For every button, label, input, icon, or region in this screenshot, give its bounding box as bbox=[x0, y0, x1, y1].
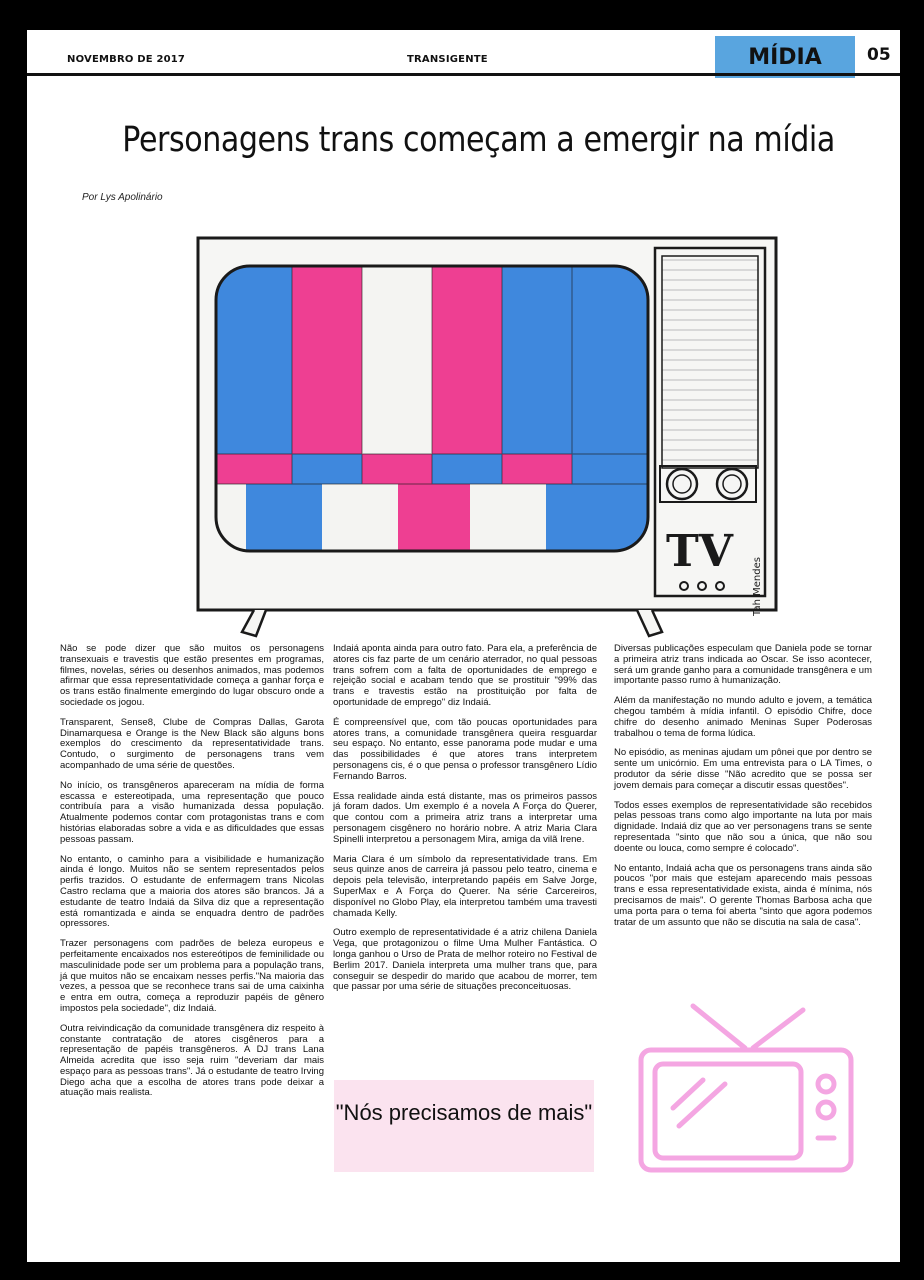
paragraph: É compreensível que, com tão poucas oportunidades para atores trans, a comunidade transgênera queira resguardar seu espaço. No entanto, esse panorama pode mudar e uma das possibilidades é que atores trans interpretem personagens cis, é o que pensa o professor transgênero Lídio Fernando Barros. bbox=[333, 716, 597, 782]
paragraph: Não se pode dizer que são muitos os personagens transexuais e travestis que estão presentes em programas, filmes, novelas, séries ou desenhos animados, mas podemos afirmar que essa representatividade começa a ganhar força e os trans estão finalmente emergindo do lugar obscuro onde a sociedade os jogou. bbox=[60, 643, 324, 708]
page-number: 05 bbox=[867, 45, 891, 65]
paragraph: Indaiá aponta ainda para outro fato. Para ela, a preferência de atores cis faz parte de um cenário aterrador, no qual pessoas trans sofrem com a falta de oportunidades de emprego e rejeição social e acabam tendo que se prostituir "99% das trans e travestis estão na prostituição por falta de oportunidade de emprego" diz Indaiá. bbox=[333, 643, 597, 708]
article-byline: Por Lys Apolinário bbox=[82, 192, 163, 203]
tv-illustration bbox=[192, 200, 782, 640]
magazine-page bbox=[27, 30, 900, 1262]
tv-leg-right bbox=[637, 610, 662, 636]
article-column-2 bbox=[333, 644, 597, 1002]
paragraph: Essa realidade ainda está distante, mas os primeiros passos já foram dados. Um exemplo é a novela A Força do Querer, que contou com a primeira atriz trans a interpretar uma personagem cisgênero no horário nobre. A atriz Maria Clara Spinelli interpretou a personagem Mira, amiga da vilã Irene. bbox=[333, 790, 597, 845]
pull-quote-box bbox=[334, 1080, 594, 1172]
section-label-text: MÍDIA bbox=[748, 45, 822, 70]
article-column-3 bbox=[614, 644, 872, 937]
pull-quote-text: "Nós precisamos de mais" bbox=[335, 1100, 593, 1125]
section-label bbox=[715, 36, 855, 78]
paragraph: No episódio, as meninas ajudam um pônei que por dentro se sente um unicórnio. Em uma entrevista para o LA Times, o produtor da série disse "Não acredito que se possa ser jovem demais para começar a discutir essas questões". bbox=[614, 747, 872, 791]
paragraph: Outro exemplo de representatividade é a atriz chilena Daniela Vega, que protagonizou o filme Uma Mulher Fantástica. O longa ganhou o Urso de Prata de melhor roteiro no Festival de Berlim 2017. Daniela interpreta uma mulher trans que, para conseguir se despedir do marido que acabou de morrer, tem que passar por uma série de situações preconceituosas. bbox=[333, 927, 597, 993]
tv-icon bbox=[633, 1000, 858, 1175]
article-title: Personagens trans começam a emergir na mídia bbox=[122, 120, 835, 160]
paragraph: Todos esses exemplos de representatividade são recebidos pelas pessoas trans como algo importante na luta por mais dignidade. Indaiá diz que ao ver personagens trans se sente representada "sinto que não sou a única, que não sou doente ou louca, como sempre é colocado". bbox=[614, 799, 872, 854]
issue-date: NOVEMBRO DE 2017 bbox=[67, 54, 186, 65]
publication-name: TRANSIGENTE bbox=[407, 54, 488, 65]
tv-label: TV bbox=[666, 526, 733, 577]
paragraph: Trazer personagens com padrões de beleza europeus e perfeitamente encaixados nos estereótipos de feminilidade ou masculinidade pode ser um problema para a população trans, já que muitos não se encaixam nesses perfis."Na maioria das vezes, a pessoa que se reconhece trans sai de uma caixinha e entra em outra, começa a reproduzir papéis de gênero impostos pela sociedade", diz Indaiá. bbox=[60, 938, 324, 1014]
artist-signature: Tah Mendes bbox=[752, 557, 763, 616]
paragraph: Além da manifestação no mundo adulto e jovem, a temática chegou também à mídia infantil. O episódio Chifre, doce chifre do desenho animado Meninas Super Poderosas trabalhou o tema de forma lúdica. bbox=[614, 695, 872, 739]
paragraph: Maria Clara é um símbolo da representatividade trans. Em seus quinze anos de carreira já passou pelo teatro, cinema e depois pela televisão, interpretando papéis em Salve Jorge, SuperMax e A Força do Querer. Na série Carcereiros, disponível no Globo Play, ela interpretou também uma travesti chamada Kelly. bbox=[333, 853, 597, 919]
header-rule bbox=[27, 73, 900, 76]
article-column-1 bbox=[60, 644, 324, 1108]
paragraph: Diversas publicações especulam que Daniela pode se tornar a primeira atriz trans indicada ao Oscar. Se isso acontecer, será um grande ganho para a comunidade transgênera e um importante passo rumo à humanização. bbox=[614, 643, 872, 687]
tv-leg-left bbox=[242, 610, 266, 636]
paragraph: Outra reivindicação da comunidade transgênera diz respeito à constante contratação de atores cisgêneros para a representação de papéis transgêneros. A DJ trans Lana Almeida acredita que isso seja ruim "deveriam dar mais espaço para as pessoas trans". Já o estudante de teatro Irving Diego acha que a escolha de atores trans pode deixar a atuação mais realista. bbox=[60, 1022, 324, 1099]
paragraph: No entanto, o caminho para a visibilidade e humanização ainda é longo. Muitos não se sentem representados pelos perfis trazidos. O estudante de enfermagem trans Nicolas Castro reclama que a maioria dos atores são brancos. Já a estudante de teatro Indaiá da Silva diz que a representação está romantizada e ainda se enquadra dentro de padrões opressores. bbox=[60, 853, 324, 930]
paragraph: No início, os transgêneros apareceram na mídia de forma escassa e estereotipada, uma representação que pouco contribuía para a visão humanizada dessa população. Atualmente podemos contar com protagonistas trans e com histórias elaboradas sobre a vida e as dificuldades que essas pessoas passam. bbox=[60, 779, 324, 845]
paragraph: Transparent, Sense8, Clube de Compras Dallas, Garota Dinamarquesa e Orange is the New Black são alguns bons exemplos do crescimento da representatividade trans. Contudo, o surgimento de personagens trans vem acompanhado de uma série de questões. bbox=[60, 716, 324, 771]
tv-speaker-grille bbox=[662, 260, 758, 460]
paragraph: No entanto, Indaiá acha que os personagens trans ainda são poucos "por mais que estejam aparecendo mais pessoas trans e essa representatividade exista, ainda é mínima, nós precisamos de mais". O gerente Thomas Barbosa acha que uma porta para o tema foi aberta "sinto que agora podemos tratar de um assunto que não se discutia na sala de casa". bbox=[614, 862, 872, 928]
